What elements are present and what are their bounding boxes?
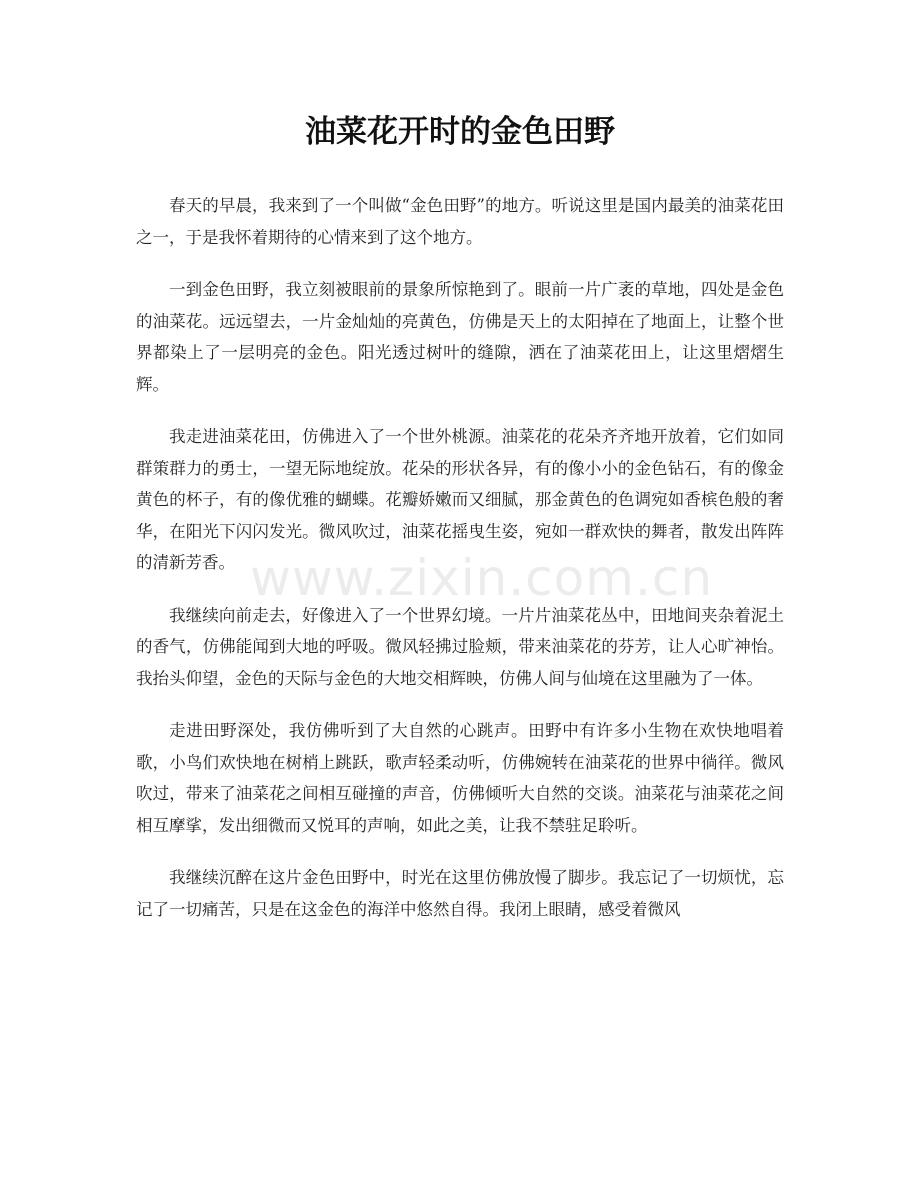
paragraph-6: 我继续沉醉在这片金色田野中，时光在这里仿佛放慢了脚步。我忘记了一切烦忧，忘记了一切痛苦，只是在这金色的海洋中悠然自得。我闭上眼睛，感受着微风 [136, 868, 784, 919]
paragraph-3: 我走进油菜花田，仿佛进入了一个世外桃源。油菜花的花朵齐齐地开放着，它们如同群策群力的勇士，一望无际地绽放。花朵的形状各异，有的像小小的金色钻石，有的像金黄色的杯子，有的像优雅的蝴蝶。花瓣娇嫩而又细腻，那金黄色的色调宛如香槟色般的奢华，在阳光下闪闪发光。微风吹过，油菜花摇曳生姿，宛如一群欢快的舞者，散发出阵阵的清新芳香。 [136, 427, 784, 572]
paragraph-2: 一到金色田野，我立刻被眼前的景象所惊艳到了。眼前一片广袤的草地，四处是金色的油菜花。远远望去，一片金灿灿的亮黄色，仿佛是天上的太阳掉在了地面上，让整个世界都染上了一层明亮的金色。阳光透过树叶的缝隙，洒在了油菜花田上，让这里熠熠生辉。 [136, 280, 784, 394]
paragraph-5: 走进田野深处，我仿佛听到了大自然的心跳声。田野中有许多小生物在欢快地唱着歌，小鸟们欢快地在树梢上跳跃，歌声轻柔动听，仿佛婉转在油菜花的世界中徜徉。微风吹过，带来了油菜花之间相互碰撞的声音，仿佛倾听大自然的交谈。油菜花与油菜花之间相互摩挲，发出细微而又悦耳的声响，如此之美，让我不禁驻足聆听。 [136, 721, 784, 835]
document-title: 油菜花开时的金色田野 [305, 114, 615, 150]
paragraph-1: 春天的早晨，我来到了一个叫做“金色田野”的地方。听说这里是国内最美的油菜花田之一，于是我怀着期待的心情来到了这个地方。 [136, 196, 784, 247]
paragraph-4: 我继续向前走去，好像进入了一个世界幻境。一片片油菜花丛中，田地间夹杂着泥土的香气，仿佛能闻到大地的呼吸。微风轻拂过脸颊，带来油菜花的芬芳，让人心旷神怡。我抬头仰望，金色的天际与金色的大地交相辉映，仿佛人间与仙境在这里融为了一体。 [136, 605, 784, 688]
watermark: www.zixin.com.cn [250, 549, 714, 607]
